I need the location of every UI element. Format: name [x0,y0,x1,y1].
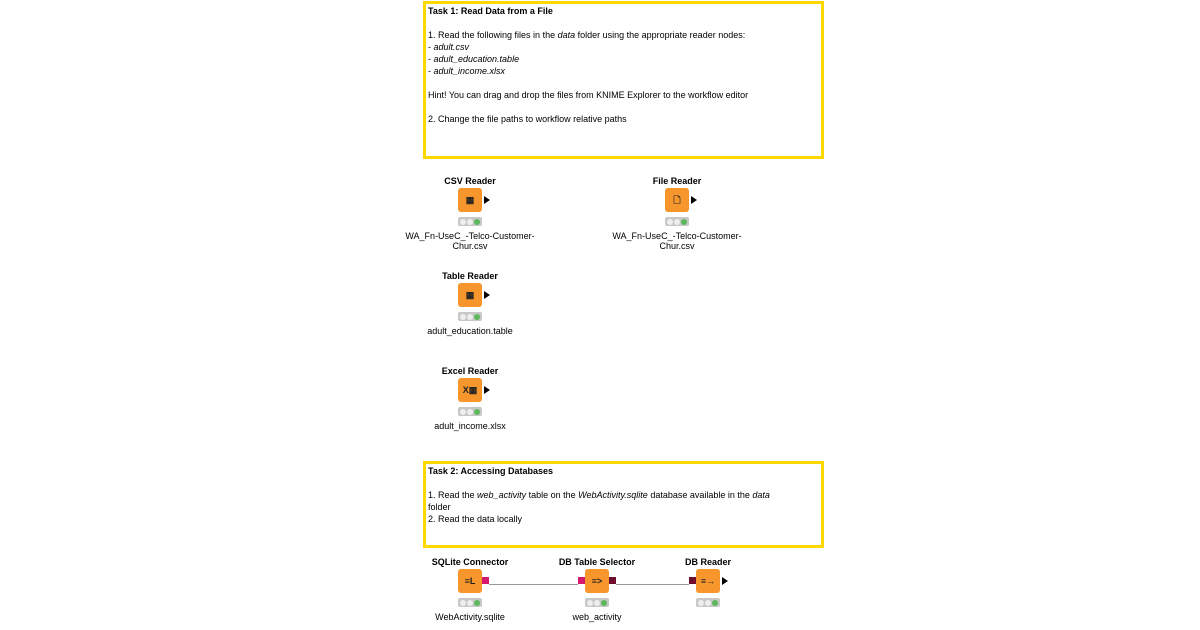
node-db-reader[interactable] [628,556,788,607]
annotation-line: - adult_income.xlsx [428,66,506,76]
node-label[interactable]: adult_education.table [427,326,513,336]
status-lights [696,598,720,607]
node-label[interactable]: WA_Fn-UseC_-Telco-Customer-Chur.csv [612,231,742,251]
db-reader-icon[interactable]: ≡→ [696,569,720,593]
annotation-line: Hint! You can drag and drop the files from KNIME Explorer to the workflow editor [428,90,749,100]
annotation-line: 1. Read the following files in the data folder using the appropriate reader nodes: [428,30,746,40]
status-lights [458,598,482,607]
output-port[interactable] [484,291,490,299]
db-selector-icon[interactable]: ≡> [585,569,609,593]
output-port[interactable] [722,577,728,585]
output-port[interactable] [691,196,697,204]
annotation-title: Task 1: Read Data from a File [428,6,553,16]
table-icon[interactable]: ▦ [458,188,482,212]
node-label[interactable]: adult_income.xlsx [434,421,506,431]
output-port[interactable] [484,386,490,394]
annotation-title: Task 2: Accessing Databases [428,466,554,476]
output-port[interactable] [484,196,490,204]
status-lights [585,598,609,607]
node-label[interactable]: WebActivity.sqlite [435,612,505,622]
status-lights [458,312,482,321]
annotation-line: - adult.csv [428,42,470,52]
node-excel-reader[interactable] [390,365,550,431]
node-title: SQLite Connector [431,557,509,567]
status-lights [458,217,482,226]
node-file-reader[interactable] [597,175,757,251]
annotation-task2[interactable] [423,461,824,548]
status-lights [458,407,482,416]
node-label[interactable]: web_activity [572,612,622,622]
node-title: DB Table Selector [558,557,636,567]
db-data-output-port[interactable] [609,577,616,584]
annotation-line: - adult_education.table [428,54,520,64]
file-icon[interactable]: 🗋 [665,188,689,212]
node-title: Table Reader [442,271,498,281]
db-input-port[interactable] [578,577,585,584]
node-title: DB Reader [684,557,731,567]
node-label[interactable]: WA_Fn-UseC_-Telco-Customer-Chur.csv [405,231,535,251]
db-data-input-port[interactable] [689,577,696,584]
status-lights [665,217,689,226]
excel-icon[interactable]: X▦ [458,378,482,402]
annotation-task1[interactable] [423,1,824,159]
annotation-line: 2. Read the data locally [428,514,523,524]
annotation-line: 1. Read the web_activity table on the WebActivity.sqlite database available in the data folder [428,490,770,512]
table-icon[interactable]: ▦ [458,283,482,307]
node-table-reader[interactable] [390,270,550,336]
db-output-port[interactable] [482,577,489,584]
db-connector-icon[interactable]: ≡L [458,569,482,593]
node-title: CSV Reader [444,176,496,186]
annotation-line: 2. Change the file paths to workflow relative paths [428,114,627,124]
node-csv-reader[interactable] [390,175,550,251]
node-title: File Reader [652,176,702,186]
node-title: Excel Reader [441,366,499,376]
